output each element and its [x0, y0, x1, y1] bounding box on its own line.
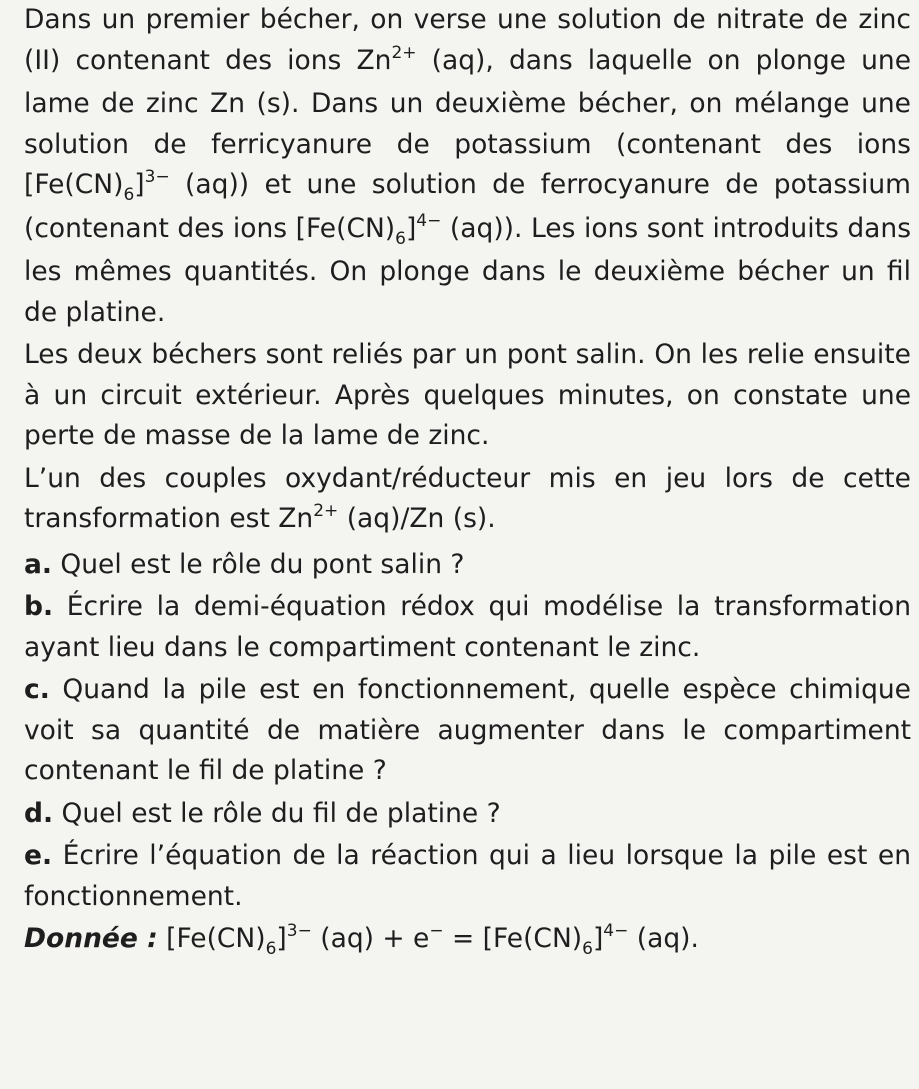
- subscript: 6: [582, 939, 593, 959]
- chemical-formula: = [Fe(CN): [443, 923, 583, 954]
- subscript: 6: [395, 228, 406, 249]
- question-label: d.: [24, 797, 54, 829]
- chemical-formula: ]: [276, 923, 287, 954]
- intro-paragraph-2: Les deux béchers sont reliés par un pont salin. On les relie ensuite à un circuit extérieur. Après quelques minutes, on constate une perte de masse de la lame de zinc.: [24, 339, 911, 451]
- question-label: e.: [24, 840, 53, 871]
- question-d: [24, 794, 911, 835]
- intro-paragraph-3: [24, 459, 911, 543]
- text-run: (aq), dans laquelle on plonge une lame de zinc Zn (s). Dans un deuxième bécher, on mélange une solution de ferricyanure de potassium (contenant des ions: [24, 44, 911, 160]
- chemical-formula: Zn: [278, 503, 314, 534]
- superscript: 2+: [313, 501, 339, 521]
- chemical-formula: ]: [592, 923, 604, 954]
- question-text: Quand la pile est en fonctionnement, quelle espèce chimique voit sa quantité de matière augmenter dans le compartiment contenant le fil de platine ?: [24, 674, 911, 786]
- question-label: a.: [24, 548, 52, 580]
- question-b: [24, 587, 911, 668]
- question-text: Écrire la demi-équation rédox qui modélise la transformation ayant lieu dans le compartiment contenant le zinc.: [24, 591, 911, 663]
- superscript: 2+: [391, 42, 417, 63]
- donnee-equation: [157, 921, 699, 959]
- question-text: Écrire l’équation de la réaction qui a lieu lorsque la pile est en fonctionnement.: [24, 840, 911, 912]
- text-run: (aq).: [628, 923, 699, 954]
- superscript: −: [429, 921, 444, 941]
- text-run: Dans un premier bécher, on verse une solution de nitrate de zinc (II) contenant des ions: [24, 4, 911, 76]
- text-run: (aq)) et une solution de ferrocyanure de potassium (contenant des ions: [24, 169, 911, 244]
- question-c: [24, 670, 911, 792]
- question-label: c.: [24, 674, 50, 705]
- text-run: L’un des couples oxydant/réducteur mis en jeu lors de cette transformation est: [24, 462, 911, 534]
- superscript: 3−: [144, 167, 170, 187]
- superscript: 4−: [603, 921, 629, 941]
- question-a: [24, 545, 911, 586]
- text-run: (aq) + e: [311, 923, 430, 954]
- chemical-formula: [Fe(CN): [157, 923, 266, 954]
- chemical-formula: ]: [405, 212, 417, 244]
- chemical-formula: [Fe(CN): [24, 169, 124, 200]
- question-text: Quel est le rôle du fil de platine ?: [53, 797, 501, 829]
- donnee-label: Donnée :: [24, 923, 158, 954]
- donnee-line: [24, 919, 911, 963]
- question-e: [24, 836, 911, 917]
- question-text: Quel est le rôle du pont salin ?: [51, 548, 465, 580]
- chemical-formula: ]: [134, 169, 145, 200]
- intro-paragraph-1: [24, 0, 911, 333]
- chemical-formula: Zn: [356, 44, 392, 76]
- subscript: 6: [265, 939, 277, 959]
- subscript: 6: [123, 185, 135, 205]
- text-run: (aq)). Les ions sont introduits dans les mêmes quantités. On plonge dans le deuxième bécher un fil de platine.: [24, 212, 911, 328]
- superscript: 4−: [416, 210, 442, 231]
- superscript: 3−: [286, 921, 312, 941]
- chemical-formula: [Fe(CN): [295, 212, 396, 244]
- text-run: (aq)/Zn (s).: [338, 503, 496, 534]
- question-label: b.: [24, 591, 54, 622]
